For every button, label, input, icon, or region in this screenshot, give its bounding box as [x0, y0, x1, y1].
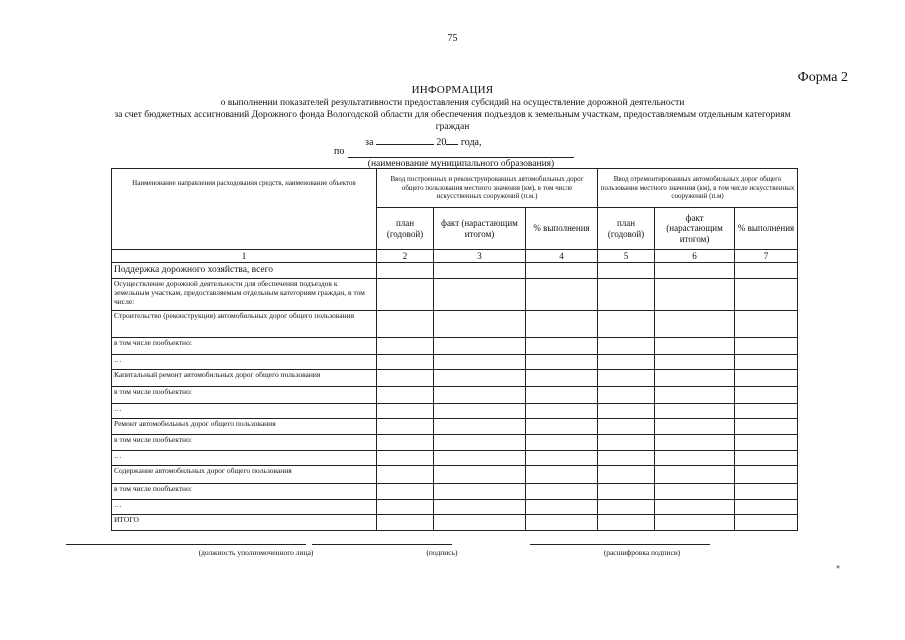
- value-cell[interactable]: [735, 387, 798, 404]
- value-cell[interactable]: [377, 466, 434, 484]
- value-cell[interactable]: [434, 404, 526, 419]
- value-cell[interactable]: [735, 484, 798, 500]
- col-number: 1: [112, 250, 377, 263]
- col-number: 5: [598, 250, 655, 263]
- g1-fact-header: факт (нарастающим итогом): [434, 208, 526, 250]
- decoding-label: (расшифровка подписи): [603, 548, 681, 557]
- value-cell[interactable]: [598, 355, 655, 370]
- g2-pct-header: % выполнения: [735, 208, 798, 250]
- row-label: Осуществление дорожной деятельности для обеспечения подъездов к земельным участкам, предоставляемым отдельным категориям граждан, в том числе:: [112, 279, 377, 311]
- table-row: [112, 355, 798, 370]
- value-cell[interactable]: [434, 387, 526, 404]
- report-table: [111, 168, 798, 531]
- row-label: Поддержка дорожного хозяйства, всего: [112, 263, 377, 279]
- table-row: [112, 263, 798, 279]
- value-cell[interactable]: [598, 451, 655, 466]
- value-cell[interactable]: [377, 419, 434, 435]
- row-label: …: [112, 404, 377, 419]
- signature-line-decoding: [530, 544, 710, 545]
- signature-line-position: [66, 544, 306, 545]
- value-cell[interactable]: [655, 484, 735, 500]
- column-number-row: [112, 250, 798, 263]
- row-label: в том числе пообъектно:: [112, 338, 377, 355]
- col-number: 6: [655, 250, 735, 263]
- table-row: [112, 387, 798, 404]
- period-year-blank: [446, 135, 458, 145]
- reporting-period: [365, 135, 481, 148]
- value-cell[interactable]: [655, 338, 735, 355]
- table-row: [112, 451, 798, 466]
- group2-header: Ввод отремонтированных автомобильных дорог общего пользования местного значения (км), в том числе искусственных сооружений (п.м): [598, 169, 798, 208]
- value-cell[interactable]: [735, 500, 798, 515]
- row-label: Содержание автомобильных дорог общего пользования: [112, 466, 377, 484]
- value-cell[interactable]: [598, 500, 655, 515]
- row-label: в том числе пообъектно:: [112, 387, 377, 404]
- signature-label: (подпись): [426, 548, 458, 557]
- value-cell[interactable]: [598, 338, 655, 355]
- period-year-prefix: 20: [436, 137, 447, 148]
- value-cell[interactable]: [434, 263, 526, 279]
- table-body: [112, 263, 798, 531]
- value-cell[interactable]: [377, 279, 434, 311]
- value-cell[interactable]: [655, 279, 735, 311]
- value-cell[interactable]: [598, 419, 655, 435]
- page-number: 75: [447, 33, 458, 44]
- row-label: ИТОГО: [112, 515, 377, 531]
- table-row: [112, 466, 798, 484]
- value-cell[interactable]: [377, 515, 434, 531]
- value-cell[interactable]: [377, 451, 434, 466]
- document-title: ИНФОРМАЦИЯ: [411, 84, 494, 96]
- row-label: …: [112, 451, 377, 466]
- g1-pct-header: % выполнения: [526, 208, 598, 250]
- value-cell[interactable]: [655, 370, 735, 387]
- header-row-1: [112, 169, 798, 208]
- value-cell[interactable]: [377, 484, 434, 500]
- value-cell[interactable]: [526, 500, 598, 515]
- value-cell[interactable]: [526, 279, 598, 311]
- value-cell[interactable]: [598, 370, 655, 387]
- value-cell[interactable]: [434, 419, 526, 435]
- value-cell[interactable]: [598, 466, 655, 484]
- row-label: в том числе пообъектно:: [112, 484, 377, 500]
- value-cell[interactable]: [598, 279, 655, 311]
- value-cell[interactable]: [598, 387, 655, 404]
- value-cell[interactable]: [526, 387, 598, 404]
- row-label: Строительство (реконструкция) автомобильных дорог общего пользования: [112, 311, 377, 338]
- value-cell[interactable]: [735, 338, 798, 355]
- value-cell[interactable]: [434, 311, 526, 338]
- value-cell[interactable]: [598, 263, 655, 279]
- table-row: [112, 370, 798, 387]
- value-cell[interactable]: [434, 451, 526, 466]
- value-cell[interactable]: [735, 451, 798, 466]
- value-cell[interactable]: [735, 435, 798, 451]
- value-cell[interactable]: [434, 484, 526, 500]
- value-cell[interactable]: [598, 435, 655, 451]
- table-row: [112, 279, 798, 311]
- value-cell[interactable]: [377, 263, 434, 279]
- row-label: Ремонт автомобильных дорог общего пользования: [112, 419, 377, 435]
- value-cell[interactable]: [655, 355, 735, 370]
- col1-header: Наименование направления расходования средств, наименование объектов: [112, 169, 377, 250]
- value-cell[interactable]: [377, 338, 434, 355]
- period-suffix: года,: [460, 137, 482, 148]
- value-cell[interactable]: [526, 263, 598, 279]
- po-label: по: [334, 146, 345, 157]
- value-cell[interactable]: [434, 370, 526, 387]
- value-cell[interactable]: [526, 370, 598, 387]
- municipality-label: (наименование муниципального образования): [367, 159, 555, 169]
- value-cell[interactable]: [655, 435, 735, 451]
- table-row: [112, 500, 798, 515]
- value-cell[interactable]: [655, 466, 735, 484]
- value-cell[interactable]: [735, 311, 798, 338]
- row-label: …: [112, 500, 377, 515]
- value-cell[interactable]: [377, 370, 434, 387]
- value-cell[interactable]: [434, 515, 526, 531]
- value-cell[interactable]: [434, 435, 526, 451]
- value-cell[interactable]: [377, 404, 434, 419]
- value-cell[interactable]: [735, 515, 798, 531]
- form-label: Форма 2: [797, 70, 848, 85]
- municipality-line: [348, 157, 574, 158]
- value-cell[interactable]: [735, 355, 798, 370]
- value-cell[interactable]: [655, 263, 735, 279]
- value-cell[interactable]: [735, 466, 798, 484]
- table-row: [112, 311, 798, 338]
- table-row: [112, 338, 798, 355]
- subtitle-line-3: граждан: [435, 122, 470, 132]
- col-number: 3: [434, 250, 526, 263]
- position-label: (должность уполномоченного лица): [198, 548, 314, 557]
- value-cell[interactable]: [655, 515, 735, 531]
- g1-plan-header: план (годовой): [377, 208, 434, 250]
- value-cell[interactable]: [598, 515, 655, 531]
- value-cell[interactable]: [434, 466, 526, 484]
- value-cell[interactable]: [655, 311, 735, 338]
- value-cell[interactable]: [655, 387, 735, 404]
- value-cell[interactable]: [655, 404, 735, 419]
- value-cell[interactable]: [434, 279, 526, 311]
- value-cell[interactable]: [526, 404, 598, 419]
- value-cell[interactable]: [655, 451, 735, 466]
- value-cell[interactable]: [526, 435, 598, 451]
- value-cell[interactable]: [526, 338, 598, 355]
- value-cell[interactable]: [735, 370, 798, 387]
- subtitle-line-2: за счет бюджетных ассигнований Дорожного фонда Вологодской области для обеспечения подъездов к земельным участкам, предоставляемым отдельным категориям: [114, 110, 791, 120]
- value-cell[interactable]: [735, 263, 798, 279]
- table-row: [112, 419, 798, 435]
- value-cell[interactable]: [526, 484, 598, 500]
- value-cell[interactable]: [434, 355, 526, 370]
- value-cell[interactable]: [526, 311, 598, 338]
- col-number: 2: [377, 250, 434, 263]
- g2-fact-header: факт (нарастающим итогом): [655, 208, 735, 250]
- subtitle-line-1: о выполнении показателей результативности предоставления субсидий на осуществление дорожной деятельности: [220, 98, 685, 108]
- period-prefix: за: [365, 137, 374, 148]
- col-number: 4: [526, 250, 598, 263]
- value-cell[interactable]: [598, 484, 655, 500]
- row-label: Капитальный ремонт автомобильных дорог общего пользования: [112, 370, 377, 387]
- value-cell[interactable]: [735, 404, 798, 419]
- value-cell[interactable]: [655, 500, 735, 515]
- table-row: [112, 435, 798, 451]
- value-cell[interactable]: [655, 419, 735, 435]
- row-label: …: [112, 355, 377, 370]
- col-number: 7: [735, 250, 798, 263]
- value-cell[interactable]: [377, 311, 434, 338]
- value-cell[interactable]: [526, 419, 598, 435]
- value-cell[interactable]: [598, 311, 655, 338]
- table-row: [112, 484, 798, 500]
- value-cell[interactable]: [735, 419, 798, 435]
- value-cell[interactable]: [377, 387, 434, 404]
- value-cell[interactable]: [434, 500, 526, 515]
- value-cell[interactable]: [526, 451, 598, 466]
- stray-mark: »: [836, 562, 840, 571]
- value-cell[interactable]: [377, 435, 434, 451]
- value-cell[interactable]: [526, 355, 598, 370]
- value-cell[interactable]: [735, 279, 798, 311]
- period-blank: [376, 135, 434, 145]
- table-row: [112, 404, 798, 419]
- signature-line-sign: [312, 544, 452, 545]
- row-label: в том числе пообъектно:: [112, 435, 377, 451]
- value-cell[interactable]: [526, 515, 598, 531]
- value-cell[interactable]: [526, 466, 598, 484]
- value-cell[interactable]: [377, 500, 434, 515]
- group1-header: Ввод построенных и реконструированных автомобильных дорог общего пользования местного значения (км), в том числе искусственных сооружений (п.м.): [377, 169, 598, 208]
- value-cell[interactable]: [377, 355, 434, 370]
- value-cell[interactable]: [598, 404, 655, 419]
- value-cell[interactable]: [434, 338, 526, 355]
- g2-plan-header: план (годовой): [598, 208, 655, 250]
- table-row: [112, 515, 798, 531]
